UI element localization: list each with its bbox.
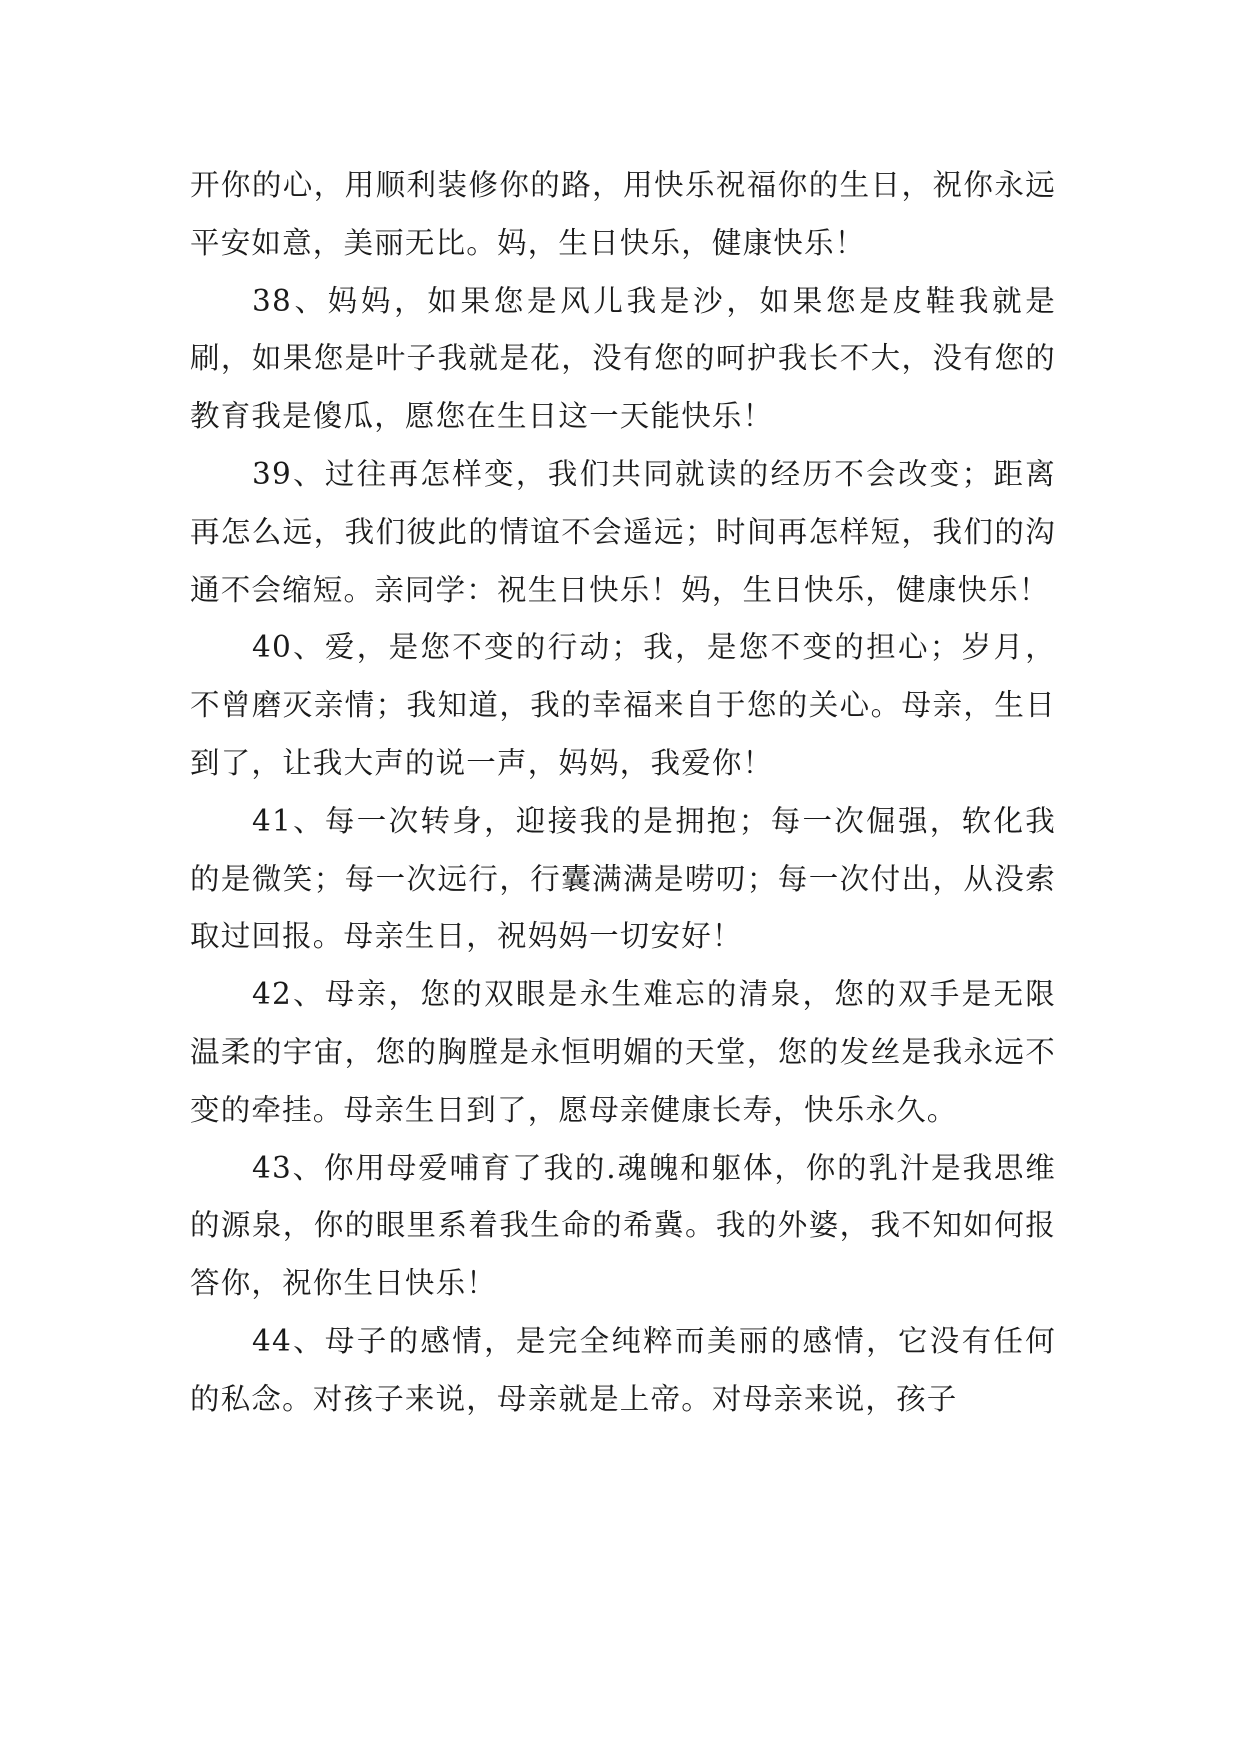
paragraph-42: 42、母亲，您的双眼是永生难忘的清泉，您的双手是无限温柔的宇宙，您的胸膛是永恒明媚的天堂，您的发丝是我永远不变的牵挂。母亲生日到了，愿母亲健康长寿，快乐永久。 [190,977,1056,1127]
paragraph-41: 41、每一次转身，迎接我的是拥抱；每一次倔强，软化我的是微笑；每一次远行，行囊满满是唠叨；每一次付出，从没索取过回报。母亲生日，祝妈妈一切安好！ [190,803,1056,954]
document-body [190,157,1056,1429]
paragraph-39: 39、过往再怎样变，我们共同就读的经历不会改变；距离再怎么远，我们彼此的情谊不会遥远；时间再怎样短，我们的沟通不会缩短。亲同学：祝生日快乐！妈，生日快乐，健康快乐！ [190,456,1056,607]
paragraph-38: 38、妈妈，如果您是风儿我是沙，如果您是皮鞋我就是刷，如果您是叶子我就是花，没有您的呵护我长不大，没有您的教育我是傻瓜，愿您在生日这一天能快乐！ [190,283,1056,434]
paragraph-43: 43、你用母爱哺育了我的.魂魄和躯体，你的乳汁是我思维的源泉，你的眼里系着我生命的希冀。我的外婆，我不知如何报答你，祝你生日快乐！ [190,1150,1056,1301]
paragraph-44: 44、母子的感情，是完全纯粹而美丽的感情，它没有任何的私念。对孩子来说，母亲就是上帝。对母亲来说，孩子 [190,1323,1056,1416]
paragraph-40: 40、爱，是您不变的行动；我，是您不变的担心；岁月，不曾磨灭亲情；我知道，我的幸福来自于您的关心。母亲，生日到了，让我大声的说一声，妈妈，我爱你！ [190,630,1056,780]
paragraph-37-continued: 开你的心，用顺利装修你的路，用快乐祝福你的生日，祝你永远平安如意，美丽无比。妈，生日快乐，健康快乐！ [190,168,1056,260]
